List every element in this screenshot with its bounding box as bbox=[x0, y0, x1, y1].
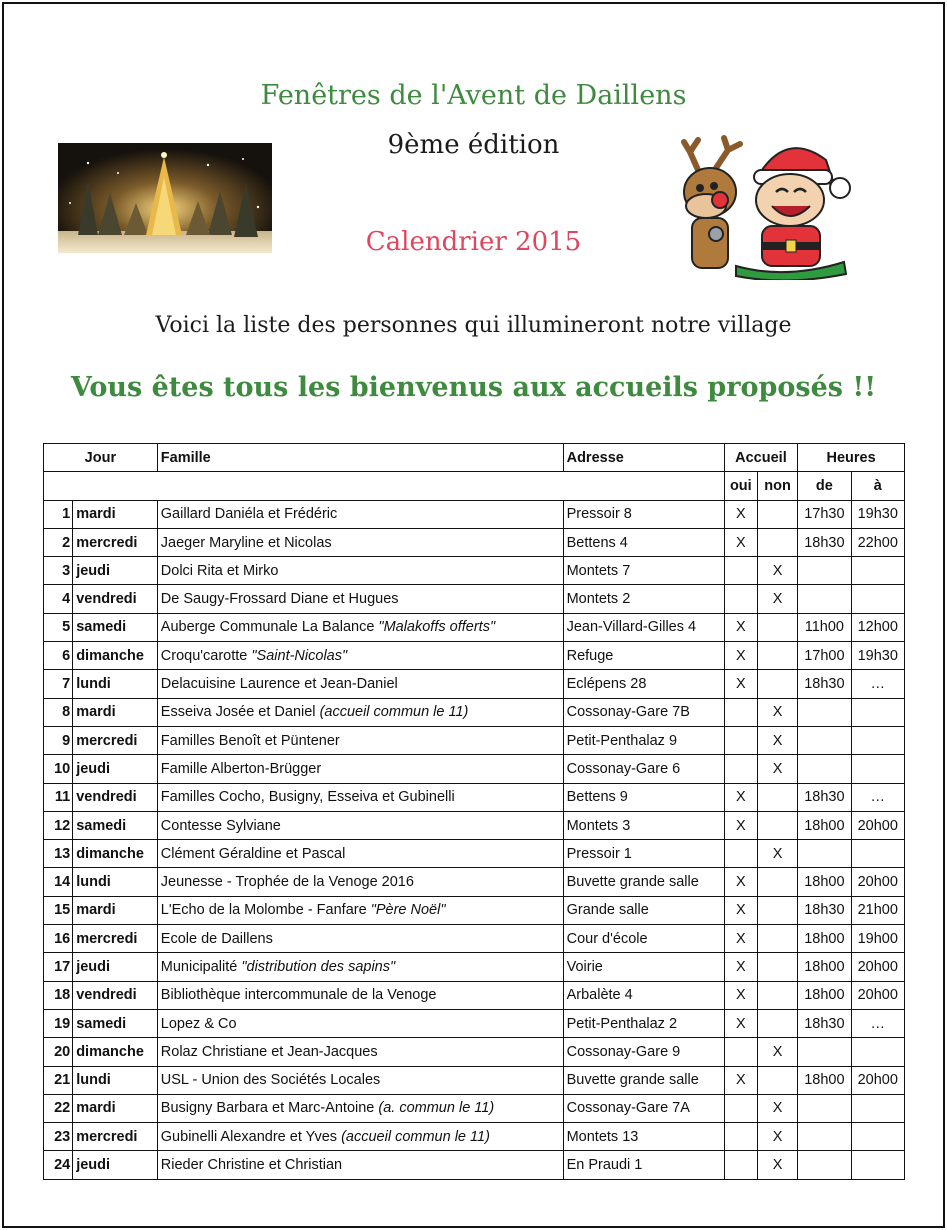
time-from: 18h00 bbox=[798, 868, 851, 896]
header-non: non bbox=[757, 472, 797, 500]
table-row bbox=[44, 1066, 905, 1094]
accueil-non bbox=[757, 613, 797, 641]
header-jour: Jour bbox=[44, 444, 158, 472]
header-adresse: Adresse bbox=[563, 444, 724, 472]
address: Grande salle bbox=[563, 896, 724, 924]
accueil-oui: X bbox=[724, 500, 757, 528]
table-row bbox=[44, 953, 905, 981]
time-from: 17h30 bbox=[798, 500, 851, 528]
header-famille: Famille bbox=[157, 444, 563, 472]
time-to bbox=[851, 1123, 904, 1151]
table-row bbox=[44, 868, 905, 896]
accueil-non: X bbox=[757, 726, 797, 754]
accueil-non bbox=[757, 868, 797, 896]
family-text: Esseiva Josée et Daniel bbox=[160, 704, 320, 721]
day-name: samedi bbox=[73, 811, 158, 839]
family-name bbox=[157, 1094, 563, 1122]
address: Arbalète 4 bbox=[563, 981, 724, 1009]
family-text: Gaillard Daniéla et Frédéric bbox=[160, 506, 338, 523]
table-row bbox=[44, 783, 905, 811]
time-to: 19h30 bbox=[851, 642, 904, 670]
address: Cossonay-Gare 6 bbox=[563, 755, 724, 783]
day-name: lundi bbox=[73, 670, 158, 698]
time-from: 18h00 bbox=[798, 953, 851, 981]
day-number: 10 bbox=[44, 755, 73, 783]
time-from bbox=[798, 1151, 851, 1179]
day-number: 8 bbox=[44, 698, 73, 726]
family-name bbox=[157, 811, 563, 839]
day-name: lundi bbox=[73, 1066, 158, 1094]
family-text: Dolci Rita et Mirko bbox=[160, 562, 279, 579]
time-to: 22h00 bbox=[851, 528, 904, 556]
family-text: Clément Géraldine et Pascal bbox=[160, 845, 346, 862]
time-from: 18h30 bbox=[798, 896, 851, 924]
time-from bbox=[798, 585, 851, 613]
family-name bbox=[157, 925, 563, 953]
reindeer-elf-icon bbox=[676, 130, 856, 280]
family-name bbox=[157, 642, 563, 670]
table-row bbox=[44, 585, 905, 613]
day-number: 13 bbox=[44, 840, 73, 868]
time-to: 20h00 bbox=[851, 981, 904, 1009]
day-name: mardi bbox=[73, 698, 158, 726]
day-number: 22 bbox=[44, 1094, 73, 1122]
time-from: 11h00 bbox=[798, 613, 851, 641]
family-text: Rieder Christine et Christian bbox=[160, 1157, 343, 1174]
time-from: 18h00 bbox=[798, 811, 851, 839]
family-name bbox=[157, 1123, 563, 1151]
day-name: mercredi bbox=[73, 1123, 158, 1151]
accueil-oui bbox=[724, 698, 757, 726]
header-accueil: Accueil bbox=[724, 444, 797, 472]
day-number: 1 bbox=[44, 500, 73, 528]
accueil-oui: X bbox=[724, 642, 757, 670]
address: Montets 2 bbox=[563, 585, 724, 613]
day-name: vendredi bbox=[73, 585, 158, 613]
family-name bbox=[157, 783, 563, 811]
time-to: 20h00 bbox=[851, 953, 904, 981]
address: Buvette grande salle bbox=[563, 868, 724, 896]
accueil-oui: X bbox=[724, 981, 757, 1009]
day-number: 9 bbox=[44, 726, 73, 754]
accueil-oui: X bbox=[724, 783, 757, 811]
accueil-non: X bbox=[757, 585, 797, 613]
header-a: à bbox=[851, 472, 904, 500]
accueil-non: X bbox=[757, 557, 797, 585]
time-to bbox=[851, 585, 904, 613]
accueil-oui: X bbox=[724, 896, 757, 924]
table-row bbox=[44, 528, 905, 556]
address: Buvette grande salle bbox=[563, 1066, 724, 1094]
day-name: mercredi bbox=[73, 726, 158, 754]
family-text: Ecole de Daillens bbox=[160, 930, 273, 947]
accueil-oui bbox=[724, 755, 757, 783]
family-text: Busigny Barbara et Marc-Antoine bbox=[160, 1100, 379, 1117]
day-number: 19 bbox=[44, 1009, 73, 1037]
time-from bbox=[798, 1094, 851, 1122]
time-to: 20h00 bbox=[851, 811, 904, 839]
time-to: … bbox=[851, 783, 904, 811]
family-text: Gubinelli Alexandre et Yves bbox=[160, 1128, 342, 1145]
table-row bbox=[44, 1094, 905, 1122]
accueil-non bbox=[757, 1066, 797, 1094]
accueil-non bbox=[757, 896, 797, 924]
accueil-oui bbox=[724, 1038, 757, 1066]
family-name bbox=[157, 528, 563, 556]
day-number: 20 bbox=[44, 1038, 73, 1066]
address: En Praudi 1 bbox=[563, 1151, 724, 1179]
accueil-oui: X bbox=[724, 528, 757, 556]
family-note: "Malakoffs offerts" bbox=[378, 619, 496, 636]
day-name: jeudi bbox=[73, 755, 158, 783]
family-note: (accueil commun le 11) bbox=[319, 704, 469, 721]
day-number: 18 bbox=[44, 981, 73, 1009]
table-row bbox=[44, 981, 905, 1009]
day-number: 11 bbox=[44, 783, 73, 811]
family-text: Auberge Communale La Balance bbox=[160, 619, 379, 636]
family-name bbox=[157, 500, 563, 528]
accueil-oui: X bbox=[724, 613, 757, 641]
day-name: dimanche bbox=[73, 840, 158, 868]
welcome-text: Vous êtes tous les bienvenus aux accueils proposés !! bbox=[70, 372, 877, 403]
table-row bbox=[44, 925, 905, 953]
time-from bbox=[798, 726, 851, 754]
accueil-non: X bbox=[757, 840, 797, 868]
day-name: dimanche bbox=[73, 642, 158, 670]
day-number: 15 bbox=[44, 896, 73, 924]
day-name: samedi bbox=[73, 1009, 158, 1037]
family-name bbox=[157, 953, 563, 981]
address: Cossonay-Gare 7B bbox=[563, 698, 724, 726]
accueil-oui bbox=[724, 1123, 757, 1151]
family-text: Contesse Sylviane bbox=[160, 817, 281, 834]
day-name: vendredi bbox=[73, 783, 158, 811]
day-number: 14 bbox=[44, 868, 73, 896]
table-row bbox=[44, 1038, 905, 1066]
day-name: jeudi bbox=[73, 557, 158, 585]
subheader-blank bbox=[44, 472, 725, 500]
table-row bbox=[44, 557, 905, 585]
day-name: jeudi bbox=[73, 1151, 158, 1179]
family-note: (accueil commun le 11) bbox=[341, 1128, 490, 1145]
edition-label: 9ème édition bbox=[387, 130, 560, 160]
day-number: 3 bbox=[44, 557, 73, 585]
address: Montets 7 bbox=[563, 557, 724, 585]
family-name bbox=[157, 840, 563, 868]
table-row bbox=[44, 613, 905, 641]
time-from bbox=[798, 840, 851, 868]
time-from bbox=[798, 1123, 851, 1151]
time-from bbox=[798, 698, 851, 726]
address: Cossonay-Gare 7A bbox=[563, 1094, 724, 1122]
address: Montets 13 bbox=[563, 1123, 724, 1151]
table-row bbox=[44, 726, 905, 754]
time-from: 18h30 bbox=[798, 528, 851, 556]
time-to: 20h00 bbox=[851, 1066, 904, 1094]
accueil-non: X bbox=[757, 755, 797, 783]
family-name bbox=[157, 670, 563, 698]
accueil-oui: X bbox=[724, 953, 757, 981]
time-from: 18h30 bbox=[798, 783, 851, 811]
time-to: 19h00 bbox=[851, 925, 904, 953]
family-name bbox=[157, 557, 563, 585]
time-to bbox=[851, 557, 904, 585]
family-name bbox=[157, 613, 563, 641]
accueil-non: X bbox=[757, 1123, 797, 1151]
time-to bbox=[851, 755, 904, 783]
accueil-oui bbox=[724, 1094, 757, 1122]
time-to: 19h30 bbox=[851, 500, 904, 528]
family-name bbox=[157, 896, 563, 924]
address: Bettens 9 bbox=[563, 783, 724, 811]
family-text: Jeunesse - Trophée de la Venoge 2016 bbox=[160, 874, 414, 891]
accueil-non: X bbox=[757, 1094, 797, 1122]
accueil-non: X bbox=[757, 1038, 797, 1066]
family-name bbox=[157, 726, 563, 754]
family-name bbox=[157, 1066, 563, 1094]
family-text: USL - Union des Sociétés Locales bbox=[160, 1072, 381, 1089]
family-text: Familles Cocho, Busigny, Esseiva et Gubinelli bbox=[160, 789, 455, 806]
address: Petit-Penthalaz 9 bbox=[563, 726, 724, 754]
family-text: Croqu'carotte bbox=[160, 647, 252, 664]
time-to: … bbox=[851, 1009, 904, 1037]
christmas-trees-image bbox=[58, 143, 272, 253]
day-name: mercredi bbox=[73, 528, 158, 556]
table-row bbox=[44, 698, 905, 726]
time-to: 21h00 bbox=[851, 896, 904, 924]
day-number: 6 bbox=[44, 642, 73, 670]
day-name: samedi bbox=[73, 613, 158, 641]
header-heures: Heures bbox=[798, 444, 905, 472]
time-from: 18h30 bbox=[798, 670, 851, 698]
time-from bbox=[798, 1038, 851, 1066]
family-name bbox=[157, 698, 563, 726]
address: Pressoir 8 bbox=[563, 500, 724, 528]
day-number: 12 bbox=[44, 811, 73, 839]
accueil-non bbox=[757, 953, 797, 981]
time-from: 18h30 bbox=[798, 1009, 851, 1037]
family-name bbox=[157, 868, 563, 896]
table-body bbox=[44, 500, 905, 1179]
header-oui: oui bbox=[724, 472, 757, 500]
intro-text: Voici la liste des personnes qui illumineront notre village bbox=[155, 313, 792, 338]
accueil-non bbox=[757, 925, 797, 953]
table-row bbox=[44, 811, 905, 839]
day-number: 7 bbox=[44, 670, 73, 698]
day-name: dimanche bbox=[73, 1038, 158, 1066]
address: Montets 3 bbox=[563, 811, 724, 839]
time-from: 18h00 bbox=[798, 981, 851, 1009]
family-name bbox=[157, 585, 563, 613]
family-text: Bibliothèque intercommunale de la Venoge bbox=[160, 987, 437, 1004]
family-text: Famille Alberton-Brügger bbox=[160, 760, 322, 777]
table-row bbox=[44, 1009, 905, 1037]
family-name bbox=[157, 1038, 563, 1066]
day-name: mardi bbox=[73, 896, 158, 924]
accueil-non bbox=[757, 670, 797, 698]
family-note: "Saint-Nicolas" bbox=[251, 647, 348, 664]
day-number: 17 bbox=[44, 953, 73, 981]
family-name bbox=[157, 981, 563, 1009]
family-note: "Père Noël" bbox=[370, 902, 446, 919]
accueil-non bbox=[757, 811, 797, 839]
address: Pressoir 1 bbox=[563, 840, 724, 868]
family-name bbox=[157, 1009, 563, 1037]
table-row bbox=[44, 500, 905, 528]
time-from: 18h00 bbox=[798, 1066, 851, 1094]
family-text: Lopez & Co bbox=[160, 1015, 237, 1032]
family-text: De Saugy-Frossard Diane et Hugues bbox=[160, 591, 399, 608]
family-note: "distribution des sapins" bbox=[241, 958, 396, 975]
day-name: lundi bbox=[73, 868, 158, 896]
table-header-row bbox=[44, 444, 905, 472]
table-subheader-row bbox=[44, 472, 905, 500]
accueil-oui: X bbox=[724, 1066, 757, 1094]
table-row bbox=[44, 896, 905, 924]
accueil-oui: X bbox=[724, 811, 757, 839]
time-to: … bbox=[851, 670, 904, 698]
address: Petit-Penthalaz 2 bbox=[563, 1009, 724, 1037]
advent-calendar-table bbox=[43, 443, 905, 1180]
time-to bbox=[851, 1038, 904, 1066]
time-to bbox=[851, 840, 904, 868]
family-text: Jaeger Maryline et Nicolas bbox=[160, 534, 332, 551]
day-name: mercredi bbox=[73, 925, 158, 953]
accueil-non: X bbox=[757, 1151, 797, 1179]
table-row bbox=[44, 755, 905, 783]
accueil-non bbox=[757, 500, 797, 528]
day-name: mardi bbox=[73, 1094, 158, 1122]
day-name: mardi bbox=[73, 500, 158, 528]
family-text: Municipalité bbox=[160, 958, 242, 975]
family-note: (a. commun le 11) bbox=[378, 1100, 495, 1117]
accueil-non bbox=[757, 981, 797, 1009]
day-number: 23 bbox=[44, 1123, 73, 1151]
address: Voirie bbox=[563, 953, 724, 981]
family-text: Rolaz Christiane et Jean-Jacques bbox=[160, 1043, 378, 1060]
day-number: 24 bbox=[44, 1151, 73, 1179]
time-to bbox=[851, 726, 904, 754]
day-name: jeudi bbox=[73, 953, 158, 981]
accueil-non bbox=[757, 783, 797, 811]
table-row bbox=[44, 840, 905, 868]
family-text: L'Echo de la Molombe - Fanfare bbox=[160, 902, 371, 919]
table-row bbox=[44, 670, 905, 698]
accueil-oui: X bbox=[724, 670, 757, 698]
time-to bbox=[851, 698, 904, 726]
time-to: 12h00 bbox=[851, 613, 904, 641]
calendar-year: Calendrier 2015 bbox=[365, 227, 582, 257]
time-from: 18h00 bbox=[798, 925, 851, 953]
day-number: 2 bbox=[44, 528, 73, 556]
address: Bettens 4 bbox=[563, 528, 724, 556]
day-number: 4 bbox=[44, 585, 73, 613]
time-to bbox=[851, 1094, 904, 1122]
accueil-non: X bbox=[757, 698, 797, 726]
accueil-oui: X bbox=[724, 925, 757, 953]
accueil-oui bbox=[724, 1151, 757, 1179]
accueil-oui: X bbox=[724, 1009, 757, 1037]
address: Cossonay-Gare 9 bbox=[563, 1038, 724, 1066]
time-to bbox=[851, 1151, 904, 1179]
accueil-oui bbox=[724, 557, 757, 585]
accueil-non bbox=[757, 642, 797, 670]
family-text: Delacuisine Laurence et Jean-Daniel bbox=[160, 676, 398, 693]
family-name bbox=[157, 755, 563, 783]
accueil-oui bbox=[724, 840, 757, 868]
day-number: 21 bbox=[44, 1066, 73, 1094]
page-title: Fenêtres de l'Avent de Daillens bbox=[260, 80, 687, 111]
day-number: 16 bbox=[44, 925, 73, 953]
accueil-non bbox=[757, 1009, 797, 1037]
day-number: 5 bbox=[44, 613, 73, 641]
day-name: vendredi bbox=[73, 981, 158, 1009]
accueil-oui bbox=[724, 585, 757, 613]
family-name bbox=[157, 1151, 563, 1179]
time-from: 17h00 bbox=[798, 642, 851, 670]
address: Refuge bbox=[563, 642, 724, 670]
accueil-non bbox=[757, 528, 797, 556]
header-de: de bbox=[798, 472, 851, 500]
accueil-oui bbox=[724, 726, 757, 754]
table-row bbox=[44, 1123, 905, 1151]
address: Jean-Villard-Gilles 4 bbox=[563, 613, 724, 641]
time-from bbox=[798, 755, 851, 783]
family-text: Familles Benoît et Püntener bbox=[160, 732, 340, 749]
address: Eclépens 28 bbox=[563, 670, 724, 698]
time-to: 20h00 bbox=[851, 868, 904, 896]
address: Cour d'école bbox=[563, 925, 724, 953]
table-row bbox=[44, 1151, 905, 1179]
accueil-oui: X bbox=[724, 868, 757, 896]
time-from bbox=[798, 557, 851, 585]
table-row bbox=[44, 642, 905, 670]
